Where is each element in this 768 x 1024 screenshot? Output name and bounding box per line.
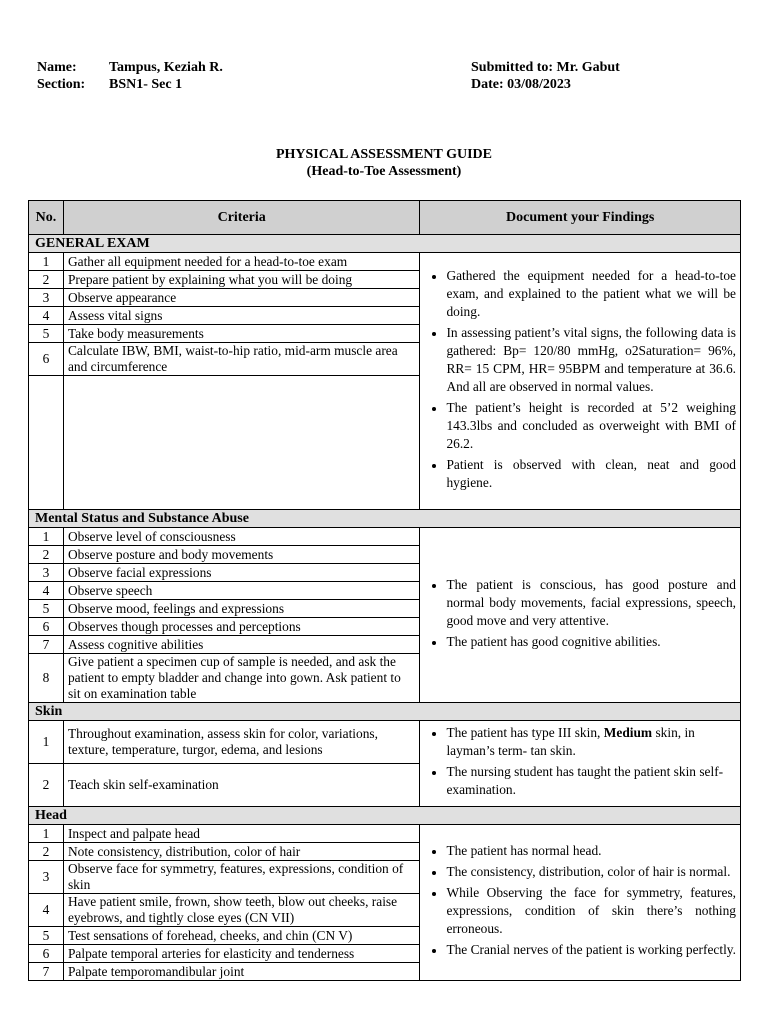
row-number: 5 <box>29 927 64 945</box>
row-number: 2 <box>29 271 64 289</box>
row-number: 7 <box>29 636 64 654</box>
finding-item: • The patient has good cognitive abilities. <box>446 633 736 651</box>
row-criteria: Teach skin self-examination <box>63 764 419 807</box>
row-criteria: Calculate IBW, BMI, waist-to-hip ratio, mid-arm muscle area and circumference <box>63 343 419 376</box>
name-value: Tampus, Keziah R. <box>109 60 223 75</box>
row-criteria: Inspect and palpate head <box>63 825 419 843</box>
col-header-no: No. <box>29 201 64 235</box>
finding-item: • While Observing the face for symmetry, features, expressions, condition of skin there’s nothing erroneous. <box>446 884 736 938</box>
row-criteria: Note consistency, distribution, color of hair <box>63 843 419 861</box>
row-criteria: Observes though processes and perceptions <box>63 618 419 636</box>
row-number: 3 <box>29 861 64 894</box>
row-criteria: Test sensations of forehead, cheeks, and chin (CN V) <box>63 927 419 945</box>
findings-skin <box>420 721 741 807</box>
row-criteria: Observe facial expressions <box>63 564 419 582</box>
row-criteria: Assess cognitive abilities <box>63 636 419 654</box>
row-criteria: Throughout examination, assess skin for color, variations, texture, temperature, turgor, edema, and lesions <box>63 721 419 764</box>
row-criteria: Observe appearance <box>63 289 419 307</box>
row-number: 6 <box>29 343 64 376</box>
finding-item: • The patient has normal head. <box>446 842 736 860</box>
row-number: 4 <box>29 307 64 325</box>
row-number: 1 <box>29 253 64 271</box>
table-row <box>29 253 741 271</box>
row-criteria: Assess vital signs <box>63 307 419 325</box>
row-criteria: Observe posture and body movements <box>63 546 419 564</box>
header-left <box>37 59 223 93</box>
finding-item: • In assessing patient’s vital signs, the following data is gathered: Bp= 120/80 mmHg, o2Saturation= 96%, RR= 15 CPM, HR= 95BPM and temperature at 36.6. And all are observed in normal values. <box>446 324 736 396</box>
row-criteria: Have patient smile, frown, show teeth, blow out cheeks, raise eyebrows, and tightly close eyes (CN VII) <box>63 894 419 927</box>
row-criteria: Gather all equipment needed for a head-to-toe exam <box>63 253 419 271</box>
section-value: BSN1- Sec 1 <box>109 77 183 92</box>
row-number: 6 <box>29 945 64 963</box>
row-criteria: Observe mood, feelings and expressions <box>63 600 419 618</box>
finding-item: • The nursing student has taught the patient skin self-examination. <box>446 763 736 799</box>
row-number: 5 <box>29 600 64 618</box>
row-number: 5 <box>29 325 64 343</box>
row-number: 4 <box>29 894 64 927</box>
findings-mental-status <box>420 528 741 703</box>
row-criteria: Give patient a specimen cup of sample is needed, and ask the patient to empty bladder and change into gown. Ask patient to sit on examination table <box>63 654 419 703</box>
row-criteria: Observe speech <box>63 582 419 600</box>
title-sub: (Head-to-Toe Assessment) <box>306 164 462 179</box>
table-header-row <box>29 201 741 235</box>
row-number: 3 <box>29 564 64 582</box>
row-number: 3 <box>29 289 64 307</box>
finding-item: • The patient’s height is recorded at 5’2 weighing 143.3lbs and concluded as overweight with BMI of 26.2. <box>446 399 736 453</box>
submitted-to: Submitted to: Mr. Gabut <box>471 60 620 75</box>
row-number: 1 <box>29 825 64 843</box>
col-header-criteria: Criteria <box>63 201 419 235</box>
row-criteria: Prepare patient by explaining what you will be doing <box>63 271 419 289</box>
row-criteria: Observe level of consciousness <box>63 528 419 546</box>
findings-general-exam <box>420 253 741 510</box>
row-number: 2 <box>29 764 64 807</box>
assessment-table <box>28 200 741 981</box>
table-row <box>29 825 741 843</box>
row-number: 7 <box>29 963 64 981</box>
name-label: Name: <box>37 60 77 75</box>
section-title-mental-status: Mental Status and Substance Abuse <box>29 510 741 528</box>
section-title-head: Head <box>29 807 741 825</box>
findings-head <box>420 825 741 981</box>
table-row <box>29 528 741 546</box>
row-criteria: Palpate temporal arteries for elasticity and tenderness <box>63 945 419 963</box>
row-criteria: Observe face for symmetry, features, expressions, condition of skin <box>63 861 419 894</box>
row-criteria: Palpate temporomandibular joint <box>63 963 419 981</box>
row-number: 2 <box>29 546 64 564</box>
section-title-skin: Skin <box>29 703 741 721</box>
row-number: 4 <box>29 582 64 600</box>
table-row <box>29 721 741 764</box>
finding-item: • Gathered the equipment needed for a head-to-toe exam, and explained to the patient what we will be doing. <box>446 267 736 321</box>
finding-item: • Patient is observed with clean, neat and good hygiene. <box>446 456 736 492</box>
row-number: 1 <box>29 721 64 764</box>
finding-item: • The patient is conscious, has good posture and normal body movements, facial expressions, speech, good move and very attentive. <box>446 576 736 630</box>
header-right <box>471 59 620 93</box>
row-criteria: Take body measurements <box>63 325 419 343</box>
finding-item: • The consistency, distribution, color of hair is normal. <box>446 863 736 881</box>
finding-item: • The patient has type III skin, Medium skin, in layman’s term- tan skin. <box>446 724 736 760</box>
row-number: 6 <box>29 618 64 636</box>
row-number: 1 <box>29 528 64 546</box>
section-label: Section: <box>37 77 86 92</box>
document-title <box>0 146 768 180</box>
col-header-findings: Document your Findings <box>420 201 741 235</box>
row-number: 2 <box>29 843 64 861</box>
title-main: PHYSICAL ASSESSMENT GUIDE <box>275 147 493 162</box>
date: Date: 03/08/2023 <box>471 77 571 92</box>
row-number: 8 <box>29 654 64 703</box>
section-title-general-exam: GENERAL EXAM <box>29 235 741 253</box>
finding-item: • The Cranial nerves of the patient is working perfectly. <box>446 941 736 959</box>
